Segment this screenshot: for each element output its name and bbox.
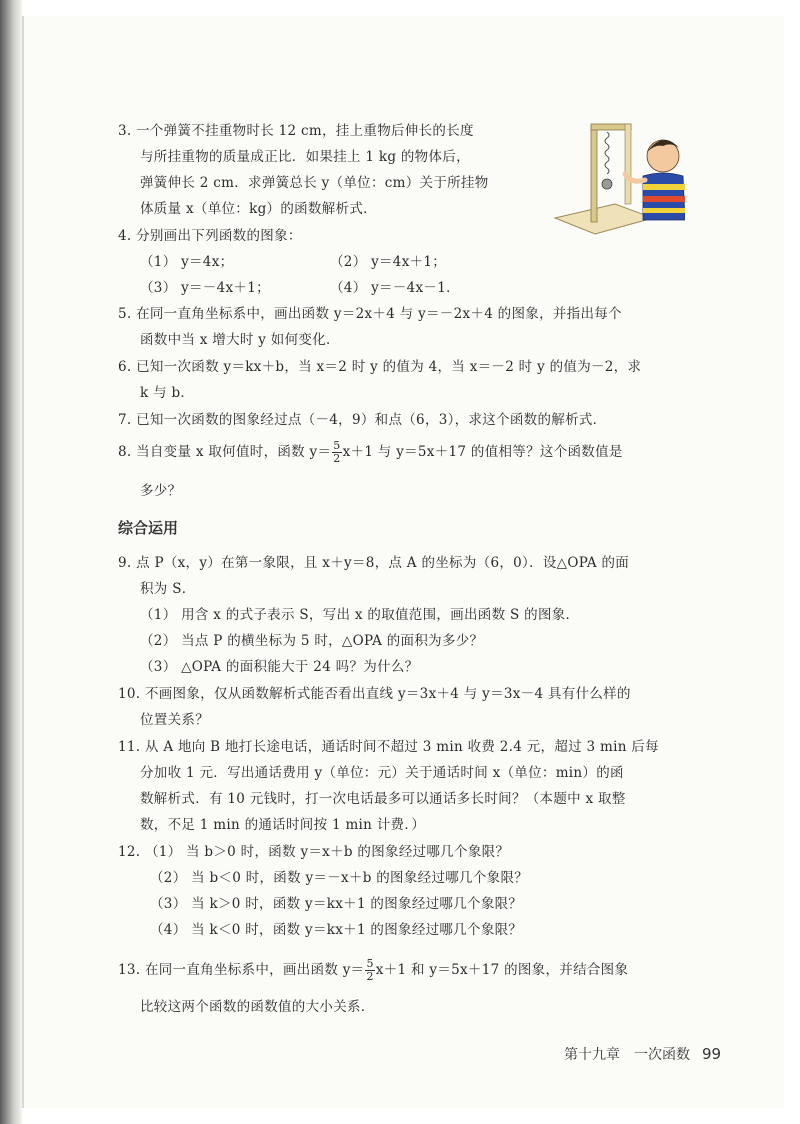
problem-4-part-4: （4） y＝－4x－1． [330,280,460,296]
problem-3-line-4: 体质量 x（单位：kg）的函数解析式． [140,201,377,217]
problem-4-part-3: （3） y＝－4x＋1； [140,280,270,296]
problem-9-part-1: （1） 用含 x 的式子表示 S，写出 x 的取值范围，画出函数 S 的图象． [140,607,580,623]
problem-3-line-2: 与所挂重物的质量成正比．如果挂上 1 kg 的物体后， [140,149,470,165]
problem-4-stem: 4. 分别画出下列函数的图象： [118,228,302,244]
problem-11-line-2: 分加收 1 元．写出通话费用 y（单位：元）关于通话时间 x（单位：min）的函 [140,765,624,781]
problem-6-line-1: 6. 已知一次函数 y＝kx＋b，当 x＝2 时 y 的值为 4，当 x＝－2 时 y 的值为－2，求 [118,359,642,375]
problem-12-part-3: （3） 当 k＞0 时，函数 y＝kx＋1 的图象经过哪几个象限？ [150,896,523,912]
problem-11-line-3: 数解析式．有 10 元钱时，打一次电话最多可以通话多长时间？（本题中 x 取整 [140,791,626,807]
problem-9-line-1: 9. 点 P（x，y）在第一象限，且 x＋y＝8，点 A 的坐标为（6，0）．设△OPA 的面 [118,555,630,571]
problem-12-part-4: （4） 当 k＜0 时，函数 y＝kx＋1 的图象经过哪几个象限？ [150,922,523,938]
problem-4-part-2: （2） y＝4x＋1； [330,254,447,270]
problem-8-text-after: x＋1 与 y＝5x＋17 的值相等？这个函数值是 [342,444,623,460]
problem-11-line-4: 数，不足 1 min 的通话时间按 1 min 计费．） [140,817,426,833]
problem-8-line-1 [118,440,623,465]
problem-8-fraction [332,440,341,465]
book-spine-shadow [0,0,22,1124]
problem-11-line-1: 11. 从 A 地向 B 地打长途电话，通话时间不超过 3 min 收费 2.4 元，超过 3 min 后每 [118,739,659,755]
problem-13-text-after: x＋1 和 y＝5x＋17 的图象，并结合图象 [375,962,629,978]
problem-12-part-1: 12. （1） 当 b＞0 时，函数 y＝x＋b 的图象经过哪几个象限？ [118,844,510,860]
spring-experiment-illustration [545,118,685,240]
section-heading: 综合运用 [118,519,179,537]
fraction-numerator: 5 [333,439,341,452]
fraction-numerator: 5 [366,957,374,970]
problem-8-line-2: 多少？ [140,483,182,499]
problem-3-line-3: 弹簧伸长 2 cm．求弹簧总长 y（单位：cm）关于所挂物 [140,175,489,191]
problem-13-line-2: 比较这两个函数的函数值的大小关系． [140,999,375,1015]
problem-10-line-1: 10. 不画图象，仅从函数解析式能否看出直线 y＝3x＋4 与 y＝3x－4 具有什么样的 [118,686,631,702]
page-footer [564,1044,721,1064]
problem-4-part-1: （1） y＝4x； [140,254,234,270]
chapter-title: 第十九章 一次函数 [564,1047,690,1063]
problem-5-line-2: 函数中当 x 增大时 y 如何变化． [140,332,340,348]
page-number: 99 [702,1045,722,1063]
problem-9-line-2: 积为 S． [140,581,196,597]
fraction-denominator: 2 [366,970,374,983]
problem-13-text-before: 13. 在同一直角坐标系中，画出函数 y＝ [118,962,365,978]
problem-13-line-1 [118,958,628,983]
problem-5-line-1: 5. 在同一直角坐标系中，画出函数 y＝2x＋4 与 y＝－2x＋4 的图象，并指出每个 [118,306,622,322]
problem-12-part-2: （2） 当 b＜0 时，函数 y＝－x＋b 的图象经过哪几个象限？ [150,870,529,886]
problem-9-part-2: （2） 当点 P 的横坐标为 5 时，△OPA 的面积为多少？ [140,633,484,649]
problem-6-line-2: k 与 b． [140,385,195,401]
fraction-denominator: 2 [333,452,341,465]
problem-13-fraction [365,958,374,983]
problem-7-line-1: 7. 已知一次函数的图象经过点（－4，9）和点（6，3），求这个函数的解析式． [118,412,607,428]
problem-10-line-2: 位置关系？ [140,712,209,728]
problem-3-line-1: 3. 一个弹簧不挂重物时长 12 cm，挂上重物后伸长的长度 [118,123,474,139]
problem-8-text-before: 8. 当自变量 x 取何值时，函数 y＝ [118,444,332,460]
problem-9-part-3: （3） △OPA 的面积能大于 24 吗？为什么？ [140,659,419,675]
